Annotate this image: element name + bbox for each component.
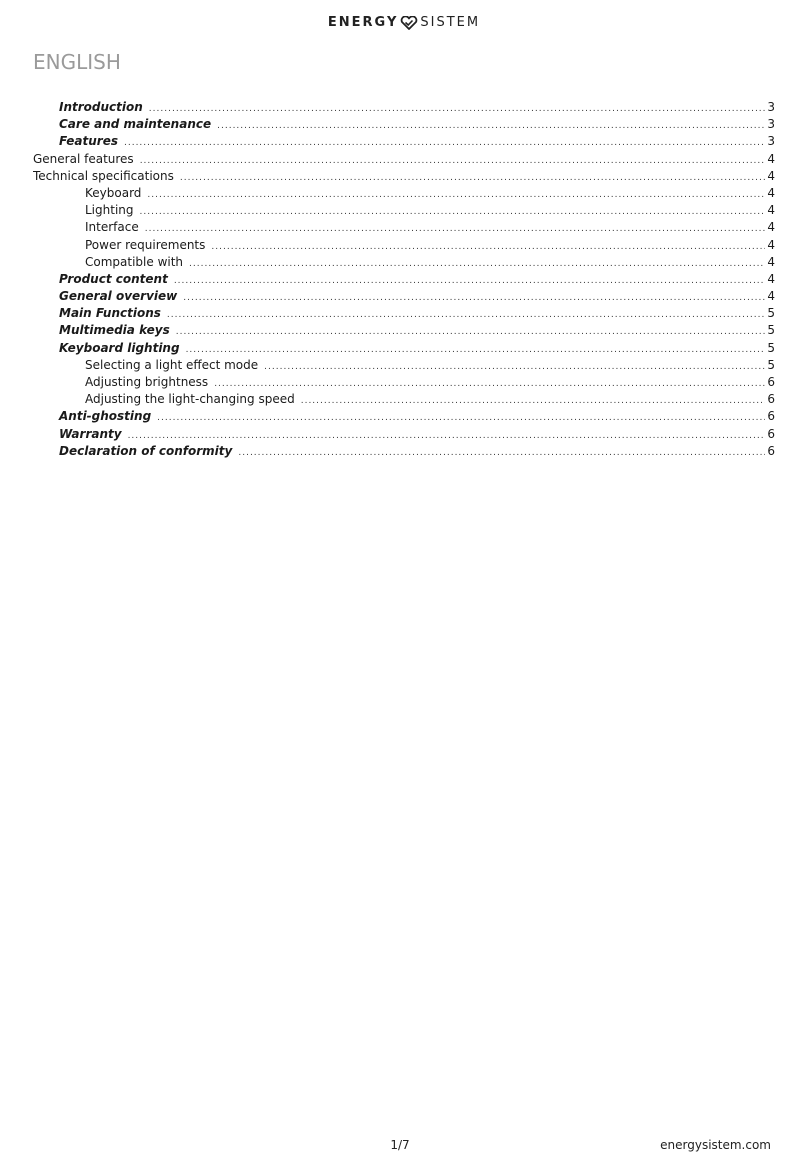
toc-leader-dots: [214, 376, 765, 391]
toc-leader-dots: [180, 170, 766, 185]
toc-entry-page: 4: [767, 151, 775, 166]
toc-leader-dots: [217, 118, 765, 133]
toc-entry-title: Lighting: [85, 203, 134, 218]
toc-entry-title: Features: [59, 134, 118, 149]
toc-leader-dots: [140, 204, 766, 219]
toc-entry-title: Product content: [59, 271, 168, 286]
toc-entry-page: 4: [767, 254, 775, 269]
toc-entry-title: Power requirements: [85, 237, 206, 252]
toc-leader-dots: [128, 428, 766, 443]
toc-entry[interactable]: [33, 254, 775, 271]
table-of-contents: [33, 99, 775, 460]
toc-entry[interactable]: [33, 185, 775, 202]
toc-leader-dots: [167, 307, 765, 322]
toc-entry-title: Main Functions: [59, 306, 161, 321]
toc-entry-title: Adjusting the light-changing speed: [85, 392, 295, 407]
toc-entry[interactable]: [33, 288, 775, 305]
toc-entry-title: Multimedia keys: [59, 323, 170, 338]
toc-entry-title: Keyboard: [85, 185, 142, 200]
toc-entry-page: 3: [767, 117, 775, 132]
toc-entry[interactable]: [33, 151, 775, 168]
toc-leader-dots: [157, 410, 765, 425]
toc-entry-title: Introduction: [59, 100, 143, 114]
toc-entry[interactable]: [33, 305, 775, 322]
toc-entry-page: 6: [767, 443, 775, 458]
toc-entry-title: Anti-ghosting: [59, 409, 152, 424]
toc-entry[interactable]: [33, 271, 775, 288]
toc-entry-title: General features: [33, 151, 134, 166]
toc-entry-title: Interface: [85, 220, 139, 235]
toc-entry-page: 5: [767, 306, 775, 321]
toc-entry[interactable]: [33, 116, 775, 133]
toc-leader-dots: [264, 359, 765, 374]
toc-entry-page: 6: [767, 409, 775, 424]
toc-entry[interactable]: [33, 443, 775, 460]
toc-leader-dots: [183, 290, 765, 305]
toc-leader-dots: [145, 221, 766, 236]
toc-entry-title: Care and maintenance: [59, 117, 212, 132]
toc-entry-title: Compatible with: [85, 254, 184, 269]
toc-leader-dots: [189, 256, 765, 271]
toc-entry-page: 4: [767, 289, 775, 304]
toc-entry-page: 5: [767, 323, 775, 338]
toc-entry[interactable]: [33, 322, 775, 339]
toc-entry-page: 5: [767, 340, 775, 355]
toc-entry-page: 4: [767, 220, 775, 235]
logo-text-left: ENERGY: [327, 15, 399, 30]
toc-entry-title: Selecting a light effect mode: [85, 357, 259, 372]
toc-entry-page: 5: [767, 357, 775, 372]
page-number: 1/7: [390, 1138, 410, 1152]
brand-logo: [0, 15, 808, 30]
toc-entry[interactable]: [33, 408, 775, 425]
logo-text-right: SISTEM: [420, 15, 481, 30]
toc-entry[interactable]: [33, 99, 775, 116]
toc-entry[interactable]: [33, 168, 775, 185]
toc-entry-title: Technical specifications: [33, 168, 174, 183]
heart-check-icon: [400, 16, 418, 30]
language-heading: ENGLISH: [33, 50, 121, 74]
toc-entry-page: 6: [767, 426, 775, 441]
toc-leader-dots: [147, 187, 765, 202]
toc-leader-dots: [174, 273, 766, 288]
toc-entry-page: 6: [767, 392, 775, 407]
toc-leader-dots: [211, 239, 765, 254]
toc-leader-dots: [186, 342, 766, 357]
toc-entry-title: Adjusting brightness: [85, 375, 209, 389]
toc-entry[interactable]: [33, 133, 775, 150]
toc-entry[interactable]: [33, 219, 775, 236]
toc-entry-title: General overview: [59, 289, 178, 304]
toc-leader-dots: [238, 445, 765, 460]
toc-entry[interactable]: [33, 357, 775, 374]
toc-entry[interactable]: [33, 391, 775, 408]
toc-leader-dots: [140, 153, 766, 168]
toc-leader-dots: [149, 101, 766, 116]
toc-entry-page: 3: [767, 134, 775, 149]
website-link[interactable]: energysistem.com: [660, 1138, 771, 1152]
toc-entry-page: 4: [767, 237, 775, 252]
toc-entry-page: 4: [767, 271, 775, 286]
toc-entry[interactable]: [33, 426, 775, 443]
toc-entry[interactable]: [33, 374, 775, 391]
toc-leader-dots: [176, 324, 766, 339]
toc-entry-title: Keyboard lighting: [59, 340, 180, 355]
toc-entry-title: Warranty: [59, 426, 122, 441]
toc-entry[interactable]: [33, 237, 775, 254]
toc-entry[interactable]: [33, 202, 775, 219]
toc-entry[interactable]: [33, 340, 775, 357]
toc-entry-page: 4: [767, 203, 775, 218]
toc-leader-dots: [301, 393, 766, 408]
toc-entry-page: 6: [767, 375, 775, 389]
toc-entry-page: 3: [767, 100, 775, 114]
toc-entry-title: Declaration of conformity: [59, 443, 233, 458]
toc-entry-page: 4: [767, 168, 775, 183]
toc-leader-dots: [124, 135, 765, 150]
toc-entry-page: 4: [767, 185, 775, 200]
